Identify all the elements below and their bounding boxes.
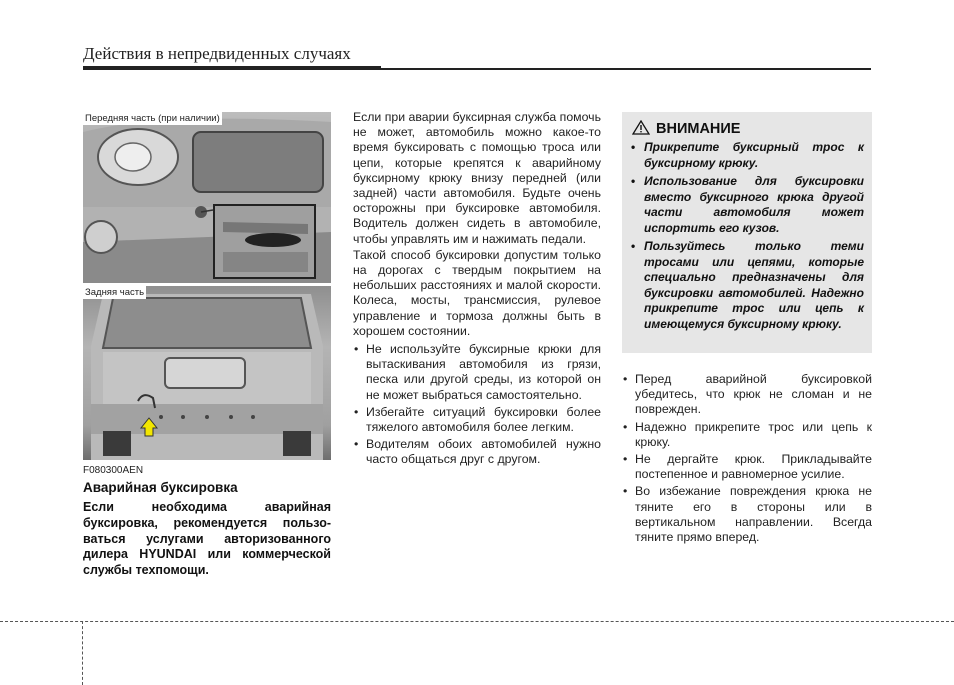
paragraph-2: Такой способ буксировки допустим только на дорогах с твердым покрытием на небольших расстояниях и малой скорости. Колеса, мосты, трансмиссия, рулевое управление и тормоза должны быть в хорошем состоянии. — [353, 247, 601, 338]
warning-list — [630, 140, 864, 335]
list-item: • Не используйте буксирные крюки для вытаскивания автомобиля из грязи, песка или другой среды, из которой он не может выбраться самостоятельно. — [353, 342, 601, 403]
page-header-title: Действия в непредвиденных случаях — [83, 44, 351, 63]
section-title: Аварийная буксировка — [83, 480, 238, 495]
warning-item: • Использование для буксировки вместо буксирного крюка другой части автомобиля может испортить его кузов. — [630, 174, 864, 236]
crop-mark-vertical — [82, 621, 83, 685]
front-figure-label: Передняя часть (при наличии) — [85, 113, 220, 124]
section-intro: Если необходима аварийная буксировка, рекомендуется пользо-ваться услугами авторизованного дилера HYUNDAI или коммерческой службы техпомощи. — [83, 500, 331, 578]
rear-car-drawing — [83, 286, 331, 460]
warning-box — [622, 112, 872, 353]
list-item: • Избегайте ситуаций буксировки более тяжелого автомобиля более легким. — [353, 405, 601, 435]
warning-header — [632, 120, 740, 137]
warning-title: ВНИМАНИЕ — [656, 121, 741, 137]
warning-item: • Прикрепите буксирный трос к буксирному крюку. — [630, 140, 864, 171]
header-rule — [83, 68, 871, 70]
list-item: • Надежно прикрепите трос или цепь к крюку. — [622, 420, 872, 450]
caution-list — [353, 342, 601, 468]
list-item: • Водителям обоих автомобилей нужно часто общаться друг с другом. — [353, 437, 601, 467]
front-car-drawing — [83, 112, 331, 283]
paragraph-1: Если при аварии буксирная служба помочь не может, автомобиль можно какое-то время буксировать с помощью троса или цепи, которые крепятся к аварийному буксирному крюку внизу передней (или задней) части автомобиля. Будьте очень осторожны при буксировке автомобиля. Водитель должен сидеть в автомобиле, чтобы управлять им и нажимать педали. — [353, 110, 601, 246]
list-item: • Во избежание повреждения крюка не тяните его в стороны или в вертикальном направлении. Всегда тяните прямо вперед. — [622, 484, 872, 545]
rear-figure-label: Задняя часть — [85, 287, 145, 298]
list-item: • Перед аварийной буксировкой убедитесь, что крюк не сломан и не поврежден. — [622, 372, 872, 418]
instruction-list — [622, 372, 872, 545]
front-car-illustration — [83, 112, 331, 283]
list-item: • Не дергайте крюк. Прикладывайте постепенное и равномерное усилие. — [622, 452, 872, 482]
figure-code: F080300AEN — [83, 465, 144, 476]
main-text-column — [353, 110, 601, 470]
crop-mark-horizontal — [0, 621, 954, 622]
warning-item: • Пользуйтесь только теми тросами или цепями, которые специально предназначены для буксировки автомобилей. Надежно прикрепите трос или цепь к имеющемуся буксирному крюку. — [630, 239, 864, 332]
right-text-column — [622, 369, 872, 547]
rear-car-illustration — [83, 286, 331, 460]
warning-triangle-icon — [632, 120, 650, 135]
